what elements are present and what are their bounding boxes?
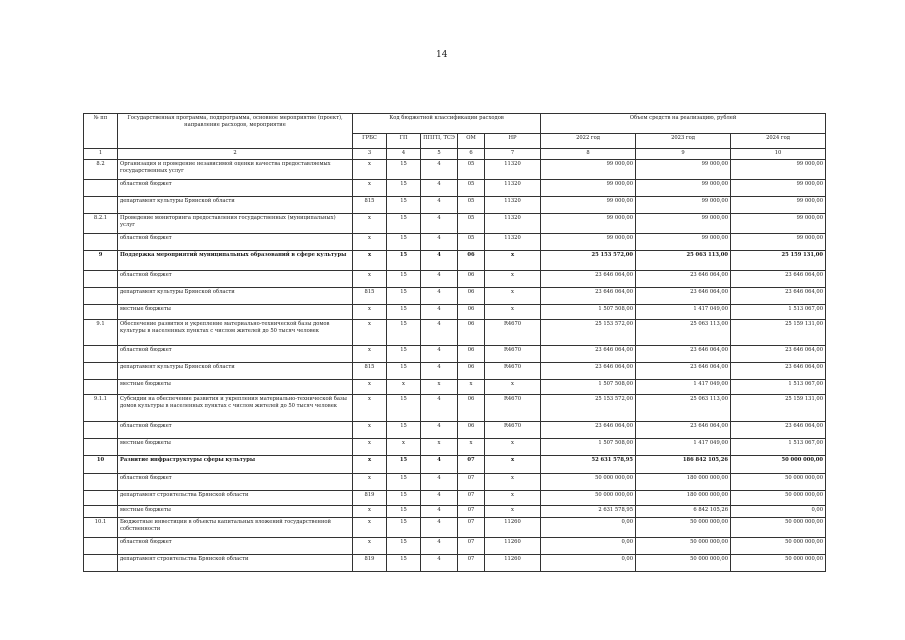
gp-cell: 15: [387, 197, 421, 214]
row-name-cell: местные бюджеты: [118, 439, 353, 456]
gp-cell: 15: [387, 538, 421, 555]
table-row: [84, 288, 826, 305]
nr-cell: х: [485, 271, 541, 288]
gp-cell: 15: [387, 160, 421, 180]
om-cell: 05: [458, 160, 485, 180]
row-name-cell: областной бюджет: [118, 180, 353, 197]
header-code-group: Код бюджетной классификации расходов: [353, 114, 541, 134]
ppgp-cell: 4: [421, 180, 458, 197]
grbs-cell: х: [353, 422, 387, 439]
amount-2024-cell: 50 000 000,00: [731, 518, 826, 538]
ppgp-cell: 4: [421, 234, 458, 251]
nr-cell: 11320: [485, 214, 541, 234]
ppgp-cell: 4: [421, 214, 458, 234]
ppgp-cell: х: [421, 439, 458, 456]
nr-cell: х: [485, 439, 541, 456]
table-row: [84, 506, 826, 518]
row-name-cell: департамент культуры Брянской области: [118, 363, 353, 380]
ppgp-cell: 4: [421, 506, 458, 518]
amount-2022-cell: 25 153 572,00: [541, 320, 636, 346]
amount-2023-cell: 180 000 000,00: [636, 474, 731, 491]
table-row: [84, 346, 826, 363]
row-number-cell: 9.1.1: [84, 395, 118, 422]
amount-2023-cell: 186 842 105,26: [636, 456, 731, 474]
header-year-2024: 2024 год: [731, 134, 826, 149]
amount-2022-cell: 50 000 000,00: [541, 491, 636, 506]
grbs-cell: х: [353, 346, 387, 363]
row-number-cell: 10.1: [84, 518, 118, 538]
nr-cell: 11320: [485, 234, 541, 251]
nr-cell: х: [485, 506, 541, 518]
row-name-cell: департамент культуры Брянской области: [118, 197, 353, 214]
gp-cell: 15: [387, 288, 421, 305]
row-name-cell: областной бюджет: [118, 346, 353, 363]
grbs-cell: х: [353, 456, 387, 474]
om-cell: х: [458, 380, 485, 395]
table-body: [84, 149, 826, 572]
row-number-cell: [84, 288, 118, 305]
ppgp-cell: 4: [421, 474, 458, 491]
row-name-cell: Поддержка мероприятий муниципальных образований в сфере культуры: [118, 251, 353, 271]
amount-2022-cell: 99 000,00: [541, 180, 636, 197]
table-row: [84, 538, 826, 555]
om-cell: 06: [458, 320, 485, 346]
row-number-cell: [84, 363, 118, 380]
amount-2024-cell: 99 000,00: [731, 234, 826, 251]
gp-cell: 15: [387, 395, 421, 422]
om-cell: 06: [458, 305, 485, 320]
grbs-cell: 815: [353, 197, 387, 214]
om-cell: 05: [458, 234, 485, 251]
gp-cell: 15: [387, 506, 421, 518]
amount-2023-cell: 99 000,00: [636, 197, 731, 214]
om-cell: 07: [458, 491, 485, 506]
amount-2022-cell: 23 646 064,00: [541, 363, 636, 380]
ppgp-cell: х: [421, 380, 458, 395]
om-cell: 07: [458, 456, 485, 474]
header-nr: НР: [485, 134, 541, 149]
row-name-cell: областной бюджет: [118, 422, 353, 439]
grbs-cell: х: [353, 160, 387, 180]
table-row: [84, 439, 826, 456]
gp-cell: 15: [387, 214, 421, 234]
amount-2023-cell: 99 000,00: [636, 234, 731, 251]
gp-cell: 15: [387, 320, 421, 346]
nr-cell: R4670: [485, 395, 541, 422]
row-name-cell: местные бюджеты: [118, 506, 353, 518]
amount-2022-cell: 25 153 572,00: [541, 251, 636, 271]
header-ppgp: ППГП, ТСЭ: [421, 134, 458, 149]
amount-2023-cell: 50 000 000,00: [636, 538, 731, 555]
gp-cell: 15: [387, 363, 421, 380]
table-row: [84, 305, 826, 320]
nr-cell: R4670: [485, 422, 541, 439]
amount-2024-cell: 99 000,00: [731, 180, 826, 197]
row-name-cell: местные бюджеты: [118, 380, 353, 395]
ppgp-cell: 4: [421, 422, 458, 439]
header-num: № пп: [84, 114, 118, 149]
om-cell: 07: [458, 538, 485, 555]
table-row: [84, 234, 826, 251]
amount-2022-cell: 0,00: [541, 538, 636, 555]
om-cell: 05: [458, 180, 485, 197]
amount-2023-cell: 23 646 064,00: [636, 363, 731, 380]
table-row: [84, 555, 826, 572]
om-cell: 06: [458, 251, 485, 271]
grbs-cell: х: [353, 518, 387, 538]
gp-cell: 15: [387, 474, 421, 491]
amount-2022-cell: 23 646 064,00: [541, 288, 636, 305]
amount-2023-cell: 23 646 064,00: [636, 288, 731, 305]
table-row: [84, 180, 826, 197]
nr-cell: R4670: [485, 320, 541, 346]
row-number-cell: 8.2: [84, 160, 118, 180]
amount-2023-cell: 99 000,00: [636, 160, 731, 180]
table-row: [84, 363, 826, 380]
gp-cell: 15: [387, 491, 421, 506]
amount-2024-cell: 23 646 064,00: [731, 422, 826, 439]
amount-2024-cell: 25 159 131,00: [731, 395, 826, 422]
om-cell: 06: [458, 395, 485, 422]
amount-2024-cell: 99 000,00: [731, 160, 826, 180]
amount-2024-cell: 23 646 064,00: [731, 346, 826, 363]
amount-2022-cell: 2 631 578,95: [541, 506, 636, 518]
page-number: 14: [436, 50, 448, 60]
column-number: 2: [118, 149, 353, 160]
table-row: [84, 456, 826, 474]
amount-2023-cell: 6 842 105,26: [636, 506, 731, 518]
header-grbs: ГРБС: [353, 134, 387, 149]
ppgp-cell: 4: [421, 363, 458, 380]
row-number-cell: [84, 439, 118, 456]
header-year-2022: 2022 год: [541, 134, 636, 149]
grbs-cell: 819: [353, 555, 387, 572]
row-number-cell: [84, 506, 118, 518]
amount-2023-cell: 180 000 000,00: [636, 491, 731, 506]
om-cell: 06: [458, 288, 485, 305]
amount-2024-cell: 23 646 064,00: [731, 363, 826, 380]
grbs-cell: х: [353, 214, 387, 234]
table-row: [84, 197, 826, 214]
nr-cell: х: [485, 491, 541, 506]
column-number: 7: [485, 149, 541, 160]
table-row: [84, 474, 826, 491]
column-number: 4: [387, 149, 421, 160]
ppgp-cell: 4: [421, 555, 458, 572]
table-row: [84, 491, 826, 506]
ppgp-cell: 4: [421, 346, 458, 363]
nr-cell: х: [485, 305, 541, 320]
table-row: [84, 422, 826, 439]
om-cell: 06: [458, 346, 485, 363]
amount-2023-cell: 23 646 064,00: [636, 271, 731, 288]
table-row: [84, 380, 826, 395]
column-number: 3: [353, 149, 387, 160]
nr-cell: 11260: [485, 518, 541, 538]
om-cell: 07: [458, 518, 485, 538]
grbs-cell: х: [353, 305, 387, 320]
amount-2024-cell: 23 646 064,00: [731, 288, 826, 305]
amount-2022-cell: 99 000,00: [541, 197, 636, 214]
row-number-cell: 9: [84, 251, 118, 271]
ppgp-cell: 4: [421, 395, 458, 422]
column-number: 1: [84, 149, 118, 160]
amount-2023-cell: 23 646 064,00: [636, 346, 731, 363]
om-cell: 06: [458, 271, 485, 288]
column-number: 9: [636, 149, 731, 160]
ppgp-cell: 4: [421, 271, 458, 288]
amount-2023-cell: 25 063 113,00: [636, 395, 731, 422]
grbs-cell: 815: [353, 288, 387, 305]
amount-2022-cell: 25 153 572,00: [541, 395, 636, 422]
amount-2023-cell: 1 417 049,00: [636, 380, 731, 395]
nr-cell: R4670: [485, 346, 541, 363]
amount-2024-cell: 0,00: [731, 506, 826, 518]
row-name-cell: департамент строительства Брянской области: [118, 555, 353, 572]
ppgp-cell: 4: [421, 305, 458, 320]
nr-cell: R4670: [485, 363, 541, 380]
gp-cell: 15: [387, 518, 421, 538]
om-cell: х: [458, 439, 485, 456]
grbs-cell: х: [353, 474, 387, 491]
om-cell: 07: [458, 474, 485, 491]
om-cell: 07: [458, 555, 485, 572]
grbs-cell: х: [353, 234, 387, 251]
amount-2024-cell: 50 000 000,00: [731, 474, 826, 491]
amount-2023-cell: 50 000 000,00: [636, 555, 731, 572]
row-number-cell: [84, 422, 118, 439]
nr-cell: х: [485, 456, 541, 474]
row-number-cell: [84, 491, 118, 506]
amount-2024-cell: 1 513 067,00: [731, 380, 826, 395]
row-name-cell: областной бюджет: [118, 538, 353, 555]
ppgp-cell: 4: [421, 160, 458, 180]
amount-2024-cell: 23 646 064,00: [731, 271, 826, 288]
grbs-cell: х: [353, 439, 387, 456]
amount-2023-cell: 25 063 113,00: [636, 320, 731, 346]
ppgp-cell: 4: [421, 320, 458, 346]
row-name-cell: Субсидии на обеспечение развития и укрепления материально-технической базы домов культуры в населенных пунктах с числом жителей до 50 тысяч человек: [118, 395, 353, 422]
column-number-row: [84, 149, 826, 160]
nr-cell: 11320: [485, 180, 541, 197]
amount-2024-cell: 99 000,00: [731, 197, 826, 214]
gp-cell: х: [387, 380, 421, 395]
amount-2024-cell: 50 000 000,00: [731, 456, 826, 474]
grbs-cell: х: [353, 395, 387, 422]
amount-2023-cell: 23 646 064,00: [636, 422, 731, 439]
amount-2022-cell: 23 646 064,00: [541, 271, 636, 288]
amount-2023-cell: 1 417 049,00: [636, 439, 731, 456]
grbs-cell: х: [353, 538, 387, 555]
row-number-cell: 10: [84, 456, 118, 474]
row-name-cell: Развитие инфраструктуры сферы культуры: [118, 456, 353, 474]
row-number-cell: [84, 234, 118, 251]
om-cell: 05: [458, 197, 485, 214]
header-om: ОМ: [458, 134, 485, 149]
nr-cell: 11260: [485, 538, 541, 555]
row-name-cell: местные бюджеты: [118, 305, 353, 320]
row-name-cell: Бюджетные инвестиции в объекты капитальных вложений государственной собственности: [118, 518, 353, 538]
gp-cell: 15: [387, 456, 421, 474]
amount-2024-cell: 25 159 131,00: [731, 320, 826, 346]
header-year-2023: 2023 год: [636, 134, 731, 149]
gp-cell: 15: [387, 346, 421, 363]
column-number: 10: [731, 149, 826, 160]
amount-2022-cell: 1 507 508,00: [541, 439, 636, 456]
amount-2024-cell: 99 000,00: [731, 214, 826, 234]
row-number-cell: [84, 474, 118, 491]
grbs-cell: 815: [353, 363, 387, 380]
ppgp-cell: 4: [421, 491, 458, 506]
grbs-cell: х: [353, 320, 387, 346]
amount-2023-cell: 25 063 113,00: [636, 251, 731, 271]
grbs-cell: х: [353, 506, 387, 518]
amount-2022-cell: 1 507 508,00: [541, 305, 636, 320]
gp-cell: 15: [387, 234, 421, 251]
header-amount-group: Объем средств на реализацию, рублей: [541, 114, 826, 134]
amount-2022-cell: 23 646 064,00: [541, 422, 636, 439]
amount-2024-cell: 1 513 067,00: [731, 305, 826, 320]
amount-2024-cell: 1 513 067,00: [731, 439, 826, 456]
amount-2023-cell: 99 000,00: [636, 180, 731, 197]
row-number-cell: [84, 180, 118, 197]
row-number-cell: 8.2.1: [84, 214, 118, 234]
amount-2022-cell: 99 000,00: [541, 214, 636, 234]
amount-2022-cell: 23 646 064,00: [541, 346, 636, 363]
row-number-cell: [84, 555, 118, 572]
nr-cell: 11260: [485, 555, 541, 572]
amount-2023-cell: 1 417 049,00: [636, 305, 731, 320]
row-number-cell: [84, 271, 118, 288]
amount-2022-cell: 0,00: [541, 518, 636, 538]
ppgp-cell: 4: [421, 456, 458, 474]
row-number-cell: [84, 346, 118, 363]
gp-cell: 15: [387, 180, 421, 197]
row-number-cell: [84, 538, 118, 555]
amount-2024-cell: 50 000 000,00: [731, 555, 826, 572]
nr-cell: 11320: [485, 160, 541, 180]
table-row: [84, 395, 826, 422]
column-number: 8: [541, 149, 636, 160]
amount-2022-cell: 52 631 578,95: [541, 456, 636, 474]
budget-table: [83, 113, 826, 572]
row-name-cell: департамент строительства Брянской области: [118, 491, 353, 506]
amount-2023-cell: 50 000 000,00: [636, 518, 731, 538]
row-number-cell: [84, 380, 118, 395]
amount-2024-cell: 50 000 000,00: [731, 538, 826, 555]
row-name-cell: Организация и проведение независимой оценки качества предоставляемых государственных услуг: [118, 160, 353, 180]
nr-cell: х: [485, 251, 541, 271]
row-number-cell: [84, 197, 118, 214]
amount-2022-cell: 99 000,00: [541, 234, 636, 251]
grbs-cell: 819: [353, 491, 387, 506]
gp-cell: 15: [387, 251, 421, 271]
nr-cell: 11320: [485, 197, 541, 214]
table-row: [84, 251, 826, 271]
amount-2024-cell: 25 159 131,00: [731, 251, 826, 271]
row-name-cell: областной бюджет: [118, 474, 353, 491]
row-name-cell: Проведение мониторинга предоставления государственных (муниципальных) услуг: [118, 214, 353, 234]
row-name-cell: областной бюджет: [118, 234, 353, 251]
table-row: [84, 320, 826, 346]
amount-2022-cell: 99 000,00: [541, 160, 636, 180]
om-cell: 06: [458, 363, 485, 380]
nr-cell: х: [485, 288, 541, 305]
gp-cell: 15: [387, 422, 421, 439]
amount-2022-cell: 0,00: [541, 555, 636, 572]
ppgp-cell: 4: [421, 288, 458, 305]
gp-cell: 15: [387, 305, 421, 320]
amount-2024-cell: 50 000 000,00: [731, 491, 826, 506]
table-row: [84, 271, 826, 288]
ppgp-cell: 4: [421, 518, 458, 538]
table-row: [84, 518, 826, 538]
amount-2023-cell: 99 000,00: [636, 214, 731, 234]
grbs-cell: х: [353, 271, 387, 288]
om-cell: 05: [458, 214, 485, 234]
gp-cell: х: [387, 439, 421, 456]
row-number-cell: 9.1: [84, 320, 118, 346]
row-number-cell: [84, 305, 118, 320]
row-name-cell: Обеспечение развития и укрепление материально-технической базы домов культуры в населенных пунктах с числом жителей до 50 тысяч человек: [118, 320, 353, 346]
ppgp-cell: 4: [421, 251, 458, 271]
column-number: 6: [458, 149, 485, 160]
amount-2022-cell: 50 000 000,00: [541, 474, 636, 491]
grbs-cell: х: [353, 380, 387, 395]
ppgp-cell: 4: [421, 538, 458, 555]
nr-cell: х: [485, 380, 541, 395]
gp-cell: 15: [387, 271, 421, 288]
nr-cell: х: [485, 474, 541, 491]
header-gp: ГП: [387, 134, 421, 149]
table-row: [84, 160, 826, 180]
ppgp-cell: 4: [421, 197, 458, 214]
column-number: 5: [421, 149, 458, 160]
grbs-cell: х: [353, 180, 387, 197]
gp-cell: 15: [387, 555, 421, 572]
row-name-cell: областной бюджет: [118, 271, 353, 288]
om-cell: 07: [458, 506, 485, 518]
amount-2022-cell: 1 507 508,00: [541, 380, 636, 395]
header-name: Государственная программа, подпрограмма, основное мероприятие (проект), направление расходов, мероприятие: [118, 114, 353, 149]
om-cell: 06: [458, 422, 485, 439]
grbs-cell: х: [353, 251, 387, 271]
row-name-cell: департамент культуры Брянской области: [118, 288, 353, 305]
table-row: [84, 214, 826, 234]
